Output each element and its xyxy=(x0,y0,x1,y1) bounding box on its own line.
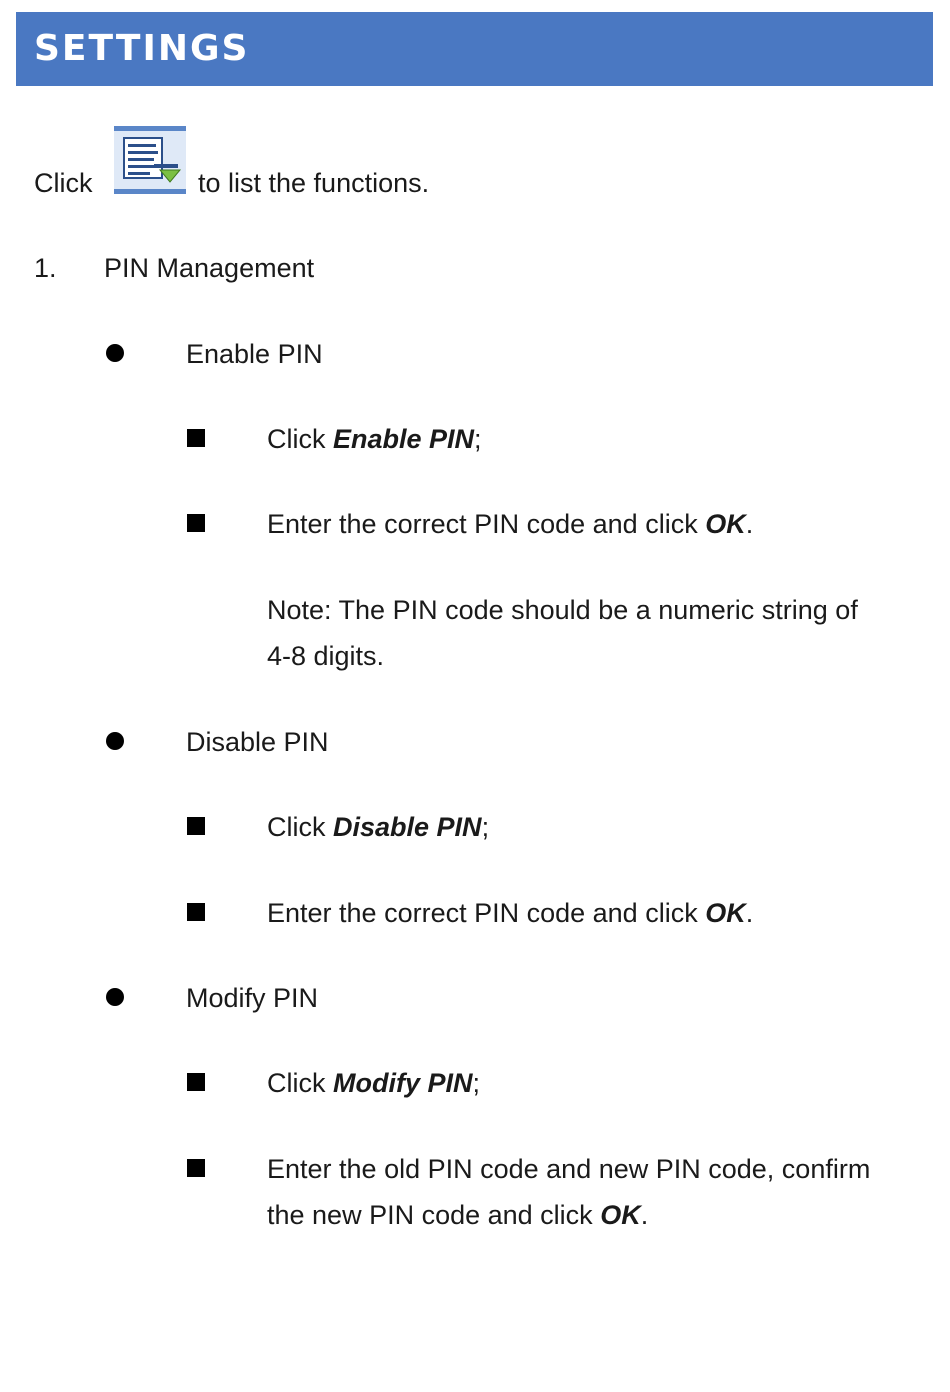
function-list-icon[interactable] xyxy=(114,126,186,194)
modify-step-2-line-2: the new PIN code and click OK. xyxy=(267,1200,649,1230)
bullet-square xyxy=(187,903,205,921)
section-number: 1. xyxy=(34,253,57,283)
intro-text-after: to list the functions. xyxy=(198,168,430,198)
bullet-square xyxy=(187,429,205,447)
bullet-square xyxy=(187,1159,205,1177)
bullet-dot xyxy=(106,344,124,362)
bullet-square xyxy=(187,817,205,835)
bullet-square xyxy=(187,1073,205,1091)
disable-step-2: Enter the correct PIN code and click OK. xyxy=(267,898,754,928)
page-title: SETTINGS xyxy=(34,28,250,69)
enable-pin-title: Enable PIN xyxy=(186,339,323,369)
enable-step-1: Click Enable PIN; xyxy=(267,424,482,454)
modify-pin-title: Modify PIN xyxy=(186,983,319,1013)
modify-step-2-line-1: Enter the old PIN code and new PIN code, confirm xyxy=(267,1154,871,1184)
section-header xyxy=(16,12,933,86)
section-title: PIN Management xyxy=(104,253,315,283)
note-line-1: Note: The PIN code should be a numeric string of xyxy=(267,595,858,625)
modify-step-1: Click Modify PIN; xyxy=(267,1068,481,1098)
disable-step-1: Click Disable PIN; xyxy=(267,812,490,842)
note-line-2: 4-8 digits. xyxy=(267,641,385,671)
bullet-square xyxy=(187,514,205,532)
enable-step-2: Enter the correct PIN code and click OK. xyxy=(267,509,754,539)
disable-pin-title: Disable PIN xyxy=(186,727,329,757)
bullet-dot xyxy=(106,988,124,1006)
bullet-dot xyxy=(106,732,124,750)
intro-text-before: Click xyxy=(34,168,93,198)
